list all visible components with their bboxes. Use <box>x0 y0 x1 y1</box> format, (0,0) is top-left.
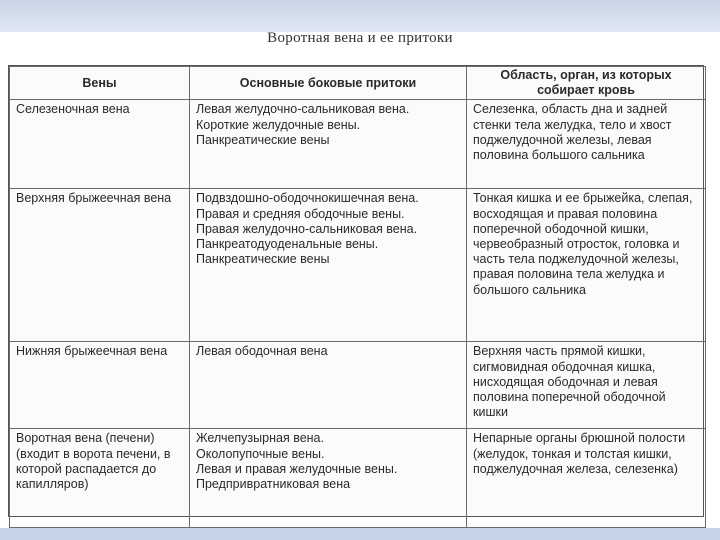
table-header-row <box>10 67 706 100</box>
header-tributaries: Основные боковые притоки <box>190 67 467 100</box>
cell-tributaries: Левая желудочно-сальниковая вена. Короткие желудочные вены. Панкреатические вены <box>190 100 467 189</box>
cell-tributaries: Подвздошно-ободочнокишечная вена. Правая и средняя ободочные вены. Правая желудочно-сальниковая вена. Панкреатодуоденальные вены. Панкреатические вены <box>190 189 467 342</box>
table-row <box>10 342 706 429</box>
cell-vein: Селезеночная вена <box>10 100 190 189</box>
table-row <box>10 100 706 189</box>
table-row <box>10 429 706 528</box>
cell-vein: Воротная вена (печени) (входит в ворота печени, в которой распадается до капилляров) <box>10 429 190 528</box>
cell-vein: Верхняя брыжеечная вена <box>10 189 190 342</box>
header-region: Область, орган, из которых собирает кровь <box>467 67 706 100</box>
top-decorative-band <box>0 0 720 32</box>
portal-vein-table <box>8 65 704 517</box>
cell-region: Тонкая кишка и ее брыжейка, слепая, восходящая и правая половина поперечной ободочной кишки, червеобразный отросток, головка и часть тела поджелудочной железы, правая половина тела желудка и большого сальника <box>467 189 706 342</box>
cell-vein: Нижняя брыжеечная вена <box>10 342 190 429</box>
cell-tributaries: Левая ободочная вена <box>190 342 467 429</box>
cell-region: Непарные органы брюшной полости (желудок, тонкая и толстая кишки, поджелудочная железа, селезенка) <box>467 429 706 528</box>
cell-region: Селезенка, область дна и задней стенки тела желудка, тело и хвост поджелудочной железы, левая половина большого сальника <box>467 100 706 189</box>
cell-region: Верхняя часть прямой кишки, сигмовидная ободочная кишка, нисходящая ободочная и левая половина поперечной ободочной кишки <box>467 342 706 429</box>
page-title: Воротная вена и ее притоки <box>267 30 453 46</box>
bottom-decorative-band <box>0 528 720 540</box>
header-veins: Вены <box>10 67 190 100</box>
table <box>9 66 706 528</box>
table-row <box>10 189 706 342</box>
cell-tributaries: Желчепузырная вена. Околопупочные вены. Левая и правая желудочные вены. Предпривратниковая вена <box>190 429 467 528</box>
